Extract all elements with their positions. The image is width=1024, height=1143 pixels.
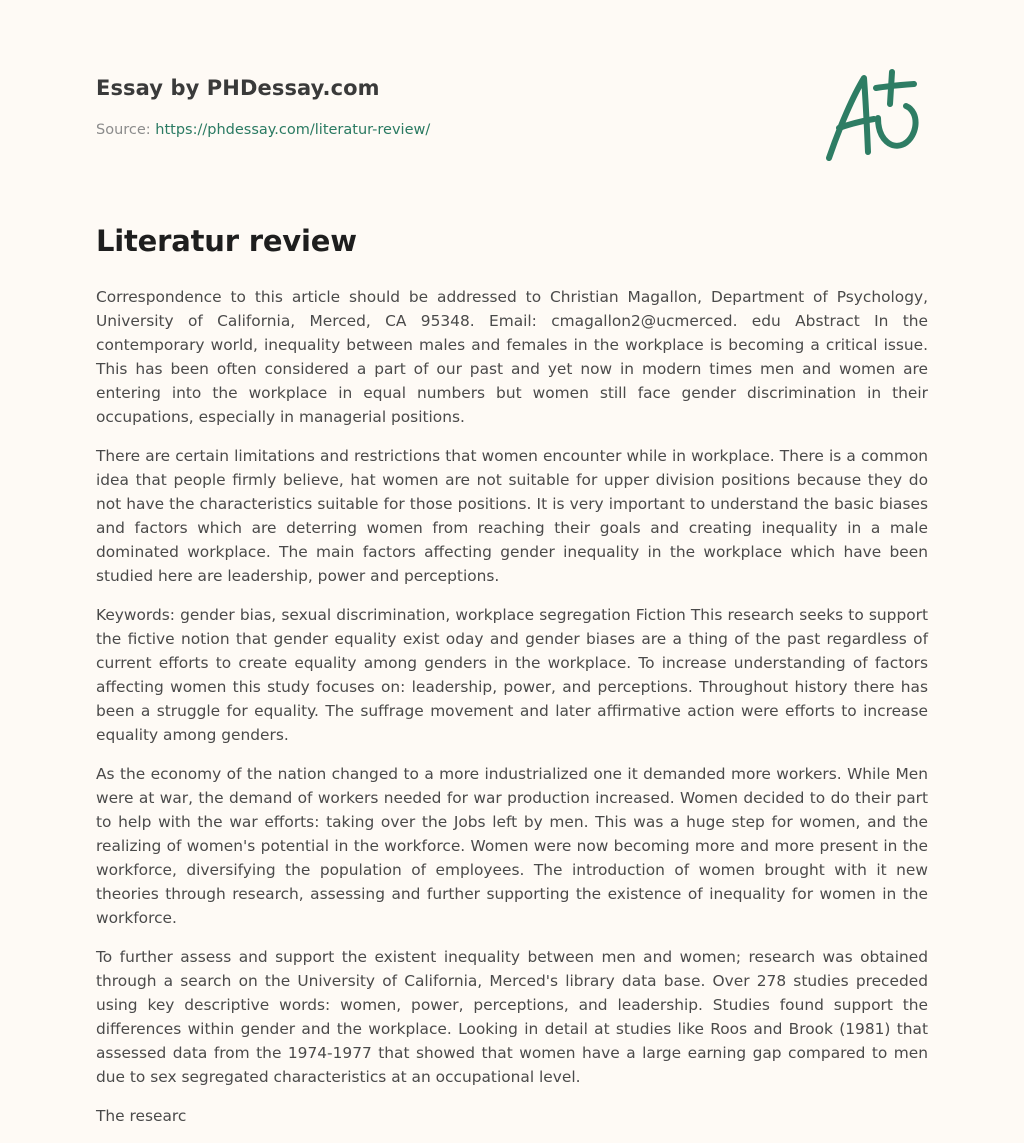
essay-header (96, 76, 796, 138)
paragraph-4: As the economy of the nation changed to a more industrialized one it demanded more workers. While Men were at war, the demand of workers needed for war production increased. Women decided to do their part to help with the war efforts: taking over the Jobs left by men. This was a huge step for women, and the realizing of women's potential in the workforce. Women were now becoming more and more present in the workforce, diversifying the population of employees. The introduction of women brought with it new theories through research, assessing and further supporting the existence of inequality for women in the workforce. (96, 765, 928, 927)
article-title: Literatur review (96, 224, 357, 258)
paragraph-5: To further assess and support the existent inequality between men and women; research was obtained through a search on the University of California, Merced's library data base. Over 278 studies preceded using key descriptive words: women, power, perceptions, and leadership. Studies found support the differences within gender and the workplace. Looking in detail at studies like Roos and Brook (1981) that assessed data from the 1974-1977 that showed that women have a large earning gap compared to men due to sex segregated characteristics at an occupational level. (96, 948, 928, 1086)
paragraph-3: Keywords: gender bias, sexual discrimination, workplace segregation Fiction This research seeks to support the fictive notion that gender equality exist oday and gender biases are a thing of the past regardless of current efforts to create equality among genders in the workplace. To increase understanding of factors affecting women this study focuses on: leadership, power, and perceptions. Throughout history there has been a struggle for equality. The suffrage movement and later affirmative action were efforts to increase equality among genders. (96, 606, 928, 744)
source-line (96, 122, 796, 138)
paragraph-2: There are certain limitations and restrictions that women encounter while in workplace. There is a common idea that people firmly believe, hat women are not suitable for upper division positions because they do not have the characteristics suitable for those positions. It is very important to understand the basic biases and factors which are deterring women from reaching their goals and creating inequality in a male dominated workplace. The main factors affecting gender inequality in the workplace which have been studied here are leadership, power and perceptions. (96, 447, 928, 585)
source-link[interactable]: https://phdessay.com/literatur-review/ (155, 122, 431, 138)
paragraph-6: The researc (96, 1107, 187, 1125)
article-body (96, 285, 928, 1143)
source-label: Source: (96, 122, 151, 138)
a-plus-logo-icon (820, 66, 928, 166)
paragraph-1: Correspondence to this article should be addressed to Christian Magallon, Department of Psychology, University of California, Merced, CA 95348. Email: cmagallon2@ucmerced. edu Abstract In the contemporary world, inequality between males and females in the workplace is becoming a critical issue. This has been often considered a part of our past and yet now in modern times men and women are entering into the workplace in equal numbers but women still face gender discrimination in their occupations, especially in managerial positions. (96, 288, 928, 426)
brand-title: Essay by PHDessay.com (96, 76, 380, 100)
